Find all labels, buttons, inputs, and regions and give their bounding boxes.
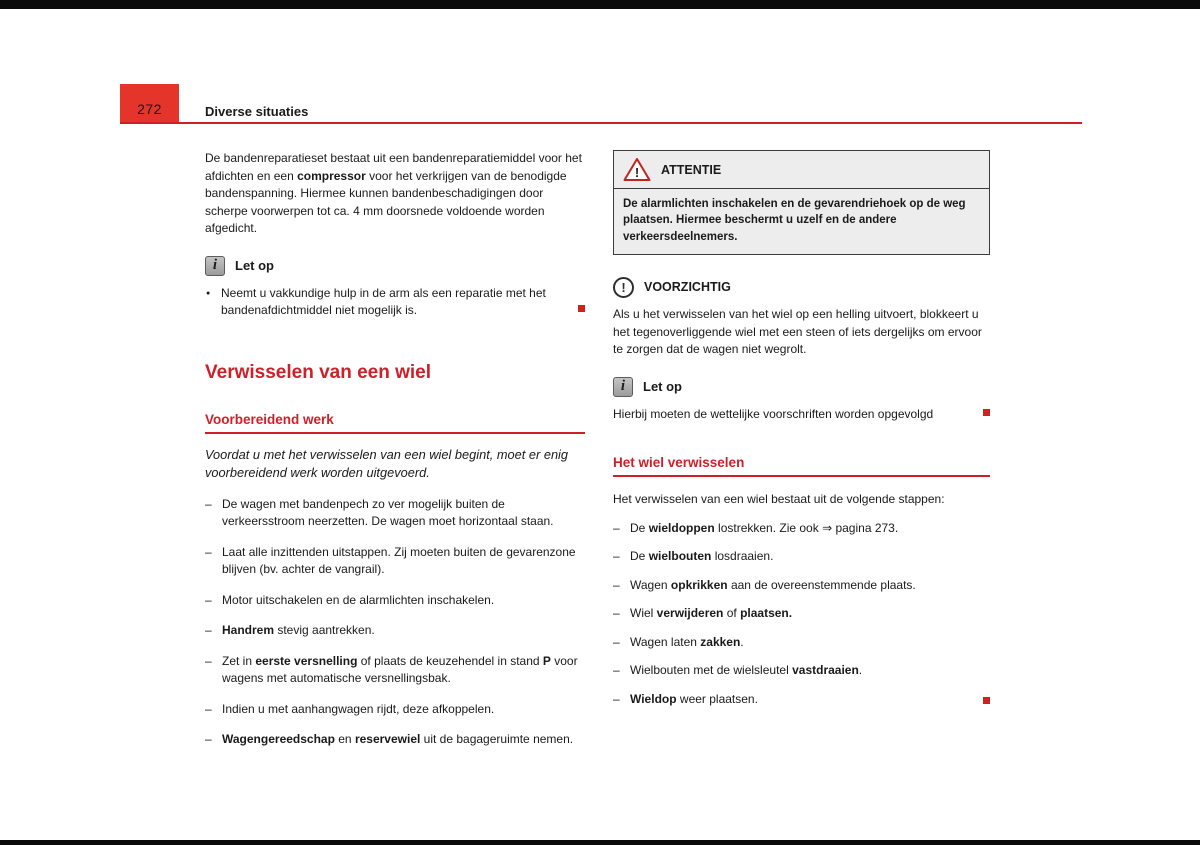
scan-edge-top (0, 0, 1200, 9)
step-item: – Motor uitschakelen en de alarmlichten inschakelen. (205, 592, 585, 610)
page-number-box (120, 84, 179, 123)
step-item: – Wieldop weer plaatsen. (613, 691, 990, 709)
intro-paragraph: De bandenreparatieset bestaat uit een bandenreparatiemiddel voor het afdichten en een compressor voor het verkrijgen van de benodigde bandenspanning. Hiermee kunnen bandenbeschadigingen door scherpe voorwerpen tot ca. 4 mm doorsnede voldoende worden afgedicht. (205, 151, 582, 236)
note-item: ● Neemt u vakkundige hulp in de arm als een reparatie met het bandenafdichtmiddel niet mogelijk is. (205, 285, 585, 320)
step-item: – Indien u met aanhangwagen rijdt, deze afkoppelen. (205, 701, 585, 719)
note-header (613, 377, 990, 397)
page-number: 272 (137, 101, 162, 117)
header-title: Diverse situaties (205, 104, 309, 119)
warning-triangle-icon (623, 157, 651, 182)
note-title: Let op (643, 379, 682, 395)
lead-paragraph: Voordat u met het verwisselen van een wiel begint, moet er enig voorbereidend werk worden uitgevoerd. (205, 446, 569, 481)
lead-paragraph: Het verwisselen van een wiel bestaat uit de volgende stappen: (613, 492, 945, 507)
note-block (205, 256, 585, 320)
attention-box (613, 150, 990, 255)
preparation-steps-list (205, 496, 585, 749)
step-item: – Handrem stevig aantrekken. (205, 622, 585, 640)
info-icon: i (613, 377, 633, 397)
caution-body: Als u het verwisselen van het wiel op een helling uitvoert, blokkeert u het tegenoverliggende wiel met een steen of iets dergelijks om ervoor te zorgen dat de wagen niet wegrolt. (613, 306, 982, 357)
caution-header (613, 277, 990, 298)
section-heading: Verwisselen van een wiel (205, 361, 432, 383)
step-item: – De wagen met bandenpech zo ver mogelijk buiten de verkeersstroom neerzetten. De wagen moet horizontaal staan. (205, 496, 585, 531)
subsection-heading-voorbereidend-werk: Voorbereidend werk (205, 412, 585, 434)
attention-body: De alarmlichten inschakelen en de gevarendriehoek op de weg plaatsen. Hiermee beschermt u uzelf en de andere verkeersdeelnemers. (623, 198, 966, 243)
info-icon: i (205, 256, 225, 276)
note-header (205, 256, 585, 276)
step-item: – De wielbouten losdraaien. (613, 548, 990, 566)
note-block (613, 377, 990, 424)
step-item: – Wagen opkrikken aan de overeenstemmende plaats. (613, 577, 990, 595)
header-rule (120, 122, 1082, 124)
step-item: – Wielbouten met de wielsleutel vastdraaien. (613, 662, 990, 680)
step-item: – De wieldoppen lostrekken. Zie ook ⇒ pagina 273. (613, 520, 990, 538)
left-column (205, 150, 585, 749)
section-end-marker (578, 305, 585, 312)
right-column (613, 150, 990, 708)
step-item: – Zet in eerste versnelling of plaats de keuzehendel in stand P voor wagens met automatische versnellingsbak. (205, 653, 585, 688)
attention-header (614, 151, 989, 189)
caution-circle-icon: ! (613, 277, 634, 298)
scan-edge-bottom (0, 840, 1200, 845)
note-body (205, 285, 585, 320)
section-end-marker (983, 697, 990, 704)
attention-title: ATTENTIE (661, 162, 722, 177)
step-item: – Laat alle inzittenden uitstappen. Zij moeten buiten de gevarenzone blijven (bv. achter de vangrail). (205, 544, 585, 579)
subsection-heading-wiel-verwisselen: Het wiel verwisselen (613, 455, 990, 477)
wheel-change-steps-list (613, 520, 990, 709)
note-text: Hierbij moeten de wettelijke voorschriften worden opgevolgd (613, 406, 934, 421)
section-end-marker (983, 409, 990, 416)
svg-text:!: ! (634, 165, 640, 180)
step-item: – Wagen laten zakken. (613, 634, 990, 652)
note-body (613, 406, 990, 424)
note-title: Let op (235, 258, 274, 274)
step-item: – Wiel verwijderen of plaatsen. (613, 605, 990, 623)
caution-block (613, 277, 990, 359)
step-item: – Wagengereedschap en reservewiel uit de bagageruimte nemen. (205, 731, 585, 749)
caution-title: VOORZICHTIG (644, 280, 731, 295)
